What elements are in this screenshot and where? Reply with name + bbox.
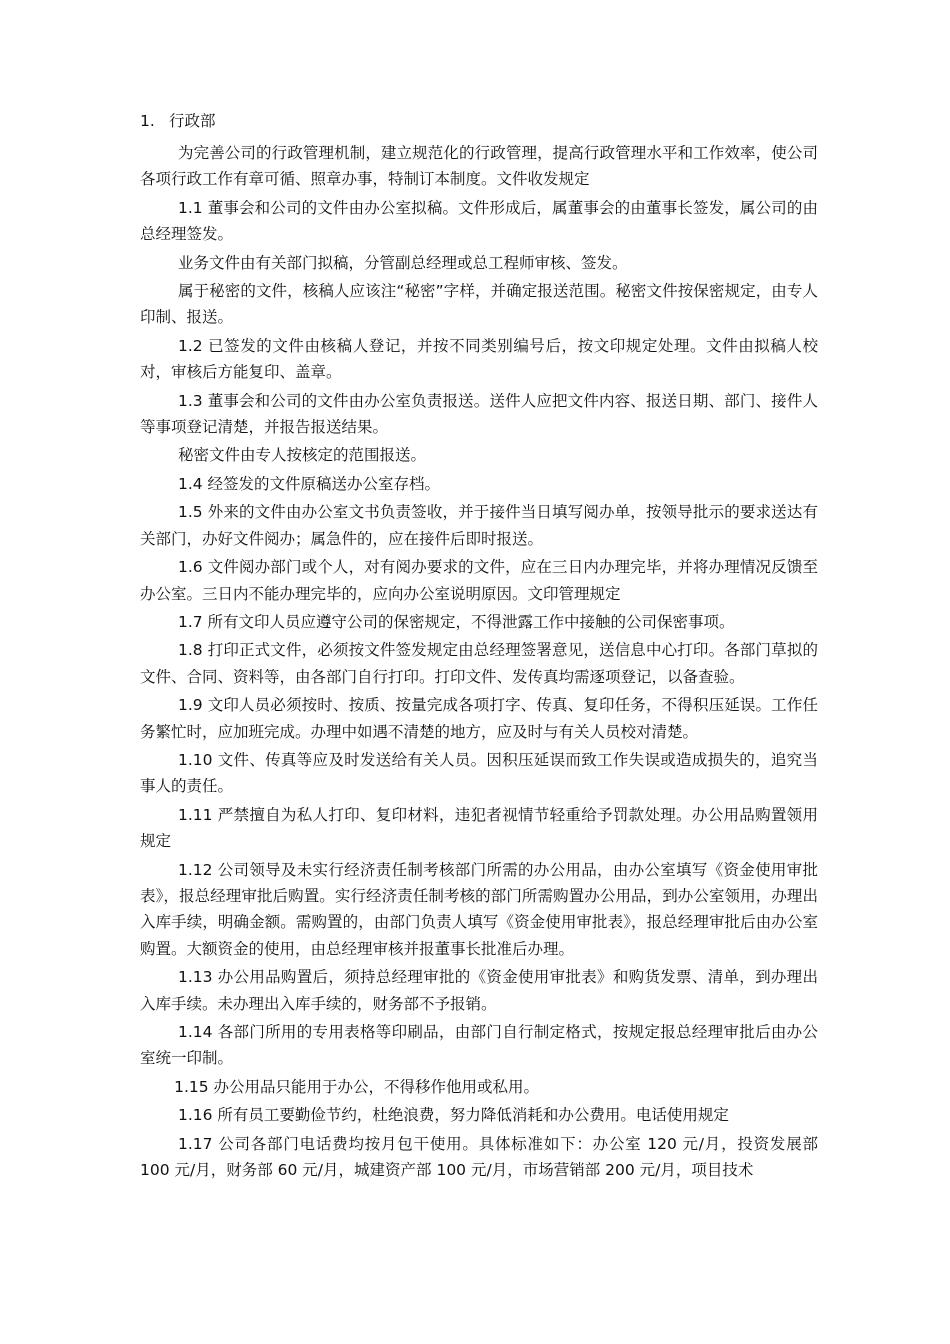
section-heading — [140, 108, 216, 134]
paragraph-1-16: 1.16 所有员工要勤俭节约，杜绝浪费，努力降低消耗和办公费用。电话使用规定 — [177, 1106, 729, 1125]
paragraph-secret-docs: 属于秘密的文件，核稿人应该注“秘密”字样，并确定报送范围。秘密文件按保密规定，由专人印制、报送。 — [140, 282, 818, 327]
paragraph-intro: 为完善公司的行政管理机制，建立规范化的行政管理，提高行政管理水平和工作效率，使公司各项行政工作有章可循、照章办事，特制订本制度。文件收发规定 — [140, 144, 818, 189]
section-title: 行政部 — [169, 112, 216, 130]
paragraph-secret-delivery: 秘密文件由专人按核定的范围报送。 — [177, 446, 426, 465]
section-number: 1. — [140, 112, 155, 130]
paragraph-1-9: 1.9 文印人员必须按时、按质、按量完成各项打字、传真、复印任务，不得积压延误。工作任务繁忙时，应加班完成。办理中如遇不清楚的地方，应及时与有关人员校对清楚。 — [140, 696, 818, 741]
paragraph-1-12: 1.12 公司领导及未实行经济责任制考核部门所需的办公用品，由办公室填写《资金使用审批表》，报总经理审批后购置。实行经济责任制考核的部门所需购置办公用品，到办公室领用，办理出入库手续，明确金额。需购置的，由部门负责人填写《资金使用审批表》，报总经理审批后由办公室购置。大额资金的使用，由总经理审核并报董事长批准后办理。 — [140, 860, 818, 958]
paragraph-1-4: 1.4 经签发的文件原稿送办公室存档。 — [177, 474, 441, 493]
paragraph-1-8: 1.8 打印正式文件，必须按文件签发规定由总经理签署意见，送信息中心打印。各部门草拟的文件、合同、资料等，由各部门自行打印。打印文件、发传真均需逐项登记，以备查验。 — [140, 641, 818, 686]
paragraph-1-6: 1.6 文件阅办部门或个人，对有阅办要求的文件，应在三日内办理完毕，并将办理情况反馈至办公室。三日内不能办理完毕的，应向办公室说明原因。文印管理规定 — [140, 558, 818, 603]
paragraph-1-10: 1.10 文件、传真等应及时发送给有关人员。因积压延误而致工作失误或造成损失的，追究当事人的责任。 — [140, 750, 818, 796]
paragraph-1-1: 1.1 董事会和公司的文件由办公室拟稿。文件形成后，属董事会的由董事长签发，属公司的由总经理签发。 — [140, 198, 818, 244]
paragraph-1-2: 1.2 已签发的文件由核稿人登记，并按不同类别编号后，按文印规定处理。文件由拟稿人校对，审核后方能复印、盖章。 — [140, 336, 818, 382]
paragraph-1-14: 1.14 各部门所用的专用表格等印刷品，由部门自行制定格式，按规定报总经理审批后由办公室统一印制。 — [140, 1023, 818, 1068]
paragraph-1-7: 1.7 所有文印人员应遵守公司的保密规定，不得泄露工作中接触的公司保密事项。 — [177, 612, 735, 631]
paragraph-1-11: 1.11 严禁擅自为私人打印、复印材料，违犯者视情节轻重给予罚款处理。办公用品购置领用规定 — [140, 805, 818, 851]
paragraph-1-3: 1.3 董事会和公司的文件由办公室负责报送。送件人应把文件内容、报送日期、部门、接件人等事项登记清楚，并报告报送结果。 — [140, 391, 818, 437]
paragraph-1-17: 1.17 公司各部门电话费均按月包干使用。具体标准如下：办公室 120 元/月，投资发展部 100 元/月，财务部 60 元/月，城建资产部 100 元/月，市场营销部 200 元/月，项目技术 — [140, 1134, 818, 1180]
paragraph-1-13: 1.13 办公用品购置后，须持总经理审批的《资金使用审批表》和购货发票、清单，到办理出入库手续。未办理出入库手续的，财务部不予报销。 — [140, 968, 818, 1013]
paragraph-business-docs: 业务文件由有关部门拟稿，分管副总经理或总工程师审核、签发。 — [177, 253, 628, 272]
document-body — [140, 140, 818, 1185]
paragraph-1-5: 1.5 外来的文件由办公室文书负责签收，并于接件当日填写阅办单，按领导批示的要求送达有关部门，办好文件阅办；属急件的，应在接件后即时报送。 — [140, 503, 818, 548]
paragraph-1-15: 1.15 办公用品只能用于办公，不得移作他用或私用。 — [174, 1077, 540, 1096]
